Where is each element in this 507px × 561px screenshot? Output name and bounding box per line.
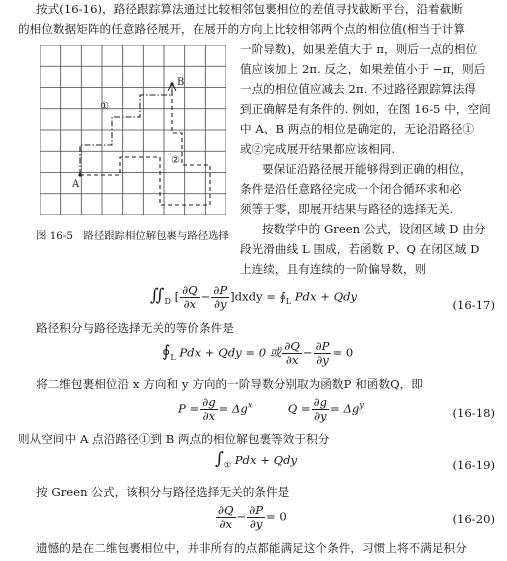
fraction-dq-dx: $\frac{\partial Q}{\partial x}$ [182,283,198,311]
equation-body: dxdy = ∮ [234,289,286,304]
domain-subscript: D [164,296,171,306]
text-line-10: 条件是沿任意路径完成一个闭合循环求和必 [240,182,462,196]
equation-number-16-19: (16-19) [452,458,495,472]
equation-number-16-20: (16-20) [452,512,495,526]
text-line-16: 将二维包裹相位沿 x 方向和 y 方向的一阶导数分别取为函数P 和函数Q，即 [36,377,423,391]
equation-16-18: P = $\frac{\partial g}{\partial x}$ = $\Delta g^x$ Q = $\frac{\partial g}{\partial y}$ = $\Delta g^y$ [178,395,364,423]
equation-number-16-17: (16-17) [452,298,495,312]
grid-figure [40,45,226,215]
equation-16-19: $\int_①$ Pdx + Qdy [215,449,298,470]
point-a-label: A [72,179,80,190]
path-1-label: ① [100,101,109,112]
text-line-4: 值应该加上 2π. 反之，如果差值小于 −π，则后 [240,62,486,76]
text-line-13: 段光滑曲线 L 围成，若函数 P、Q 在闭区域 D [240,242,480,256]
text-line-2: 的相位数据矩阵的任意路径展开，在展开的方向上比较相邻两个点的相位值(相当于计算 [18,22,466,36]
text-line-14: 上连续，且有连续的一阶偏导数，则 [240,262,427,276]
equation-16-20: $\frac{\partial Q}{\partial x}$ − $\frac{\partial P}{\partial y}$ = 0 [218,503,287,531]
point-b-marker [170,82,173,85]
point-b-label: B [177,77,185,88]
text-line-19: 遗憾的是在二维包裹相位中，并非所有的点都能满足这个条件，习惯上将不满足积分 [36,541,467,555]
point-a-marker [78,173,81,176]
text-line-18: 按 Green 公式，该积分与路径选择无关的条件是 [36,485,290,499]
text-line-7: 中 A、B 两点的相位是确定的，无论沿路径① [240,122,475,136]
figure-caption: 图 16-5 路径跟踪相位解包裹与路径选择 [36,230,229,242]
grid [40,45,226,215]
text-line-12: 按数学中的 Green 公式，设闭区域 D 由分 [262,222,486,236]
text-line-15: 路径积分与路径选择无关的等价条件是 [36,321,234,335]
text-line-9: 要保证沿路径展开能够得到正确的相位， [262,162,472,176]
equation-number-16-18: (16-18) [452,406,495,420]
text-line-8: 或②完成展开结果都应该相同. [240,142,396,156]
equation-16-17: $∬_D$ [ $\frac{\partial Q}{\partial x}$ − $\frac{\partial P}{\partial y}$ ]dxdy = $∮_L$ Pdx + Qdy [150,283,358,311]
text-line-11: 须等于零，即展开结果与路径的选择无关. [240,202,454,216]
fraction-dp-dy: $\frac{\partial P}{\partial y}$ [213,283,228,311]
text-line-5: 一点的相位值应减去 2π. 不过路径跟踪算法得 [240,82,476,96]
text-line-17: 则从空间中 A 点沿路径①到 B 两点的相位解包裹等效于积分 [18,432,330,446]
double-integral-symbol: ∬ [150,285,165,306]
equation-tail: Pdx + Qdy [294,289,358,304]
text-line-6: 到正确解是有条件的. 例如，在图 16-5 中，空间 [240,102,491,116]
text-line-3: 一阶导数)，如果差值大于 π，则后一点的相位 [240,42,478,56]
text-line-1: 按式(16-16)，路径跟踪算法通过比较相邻包裹相位的差值寻找截断平台，沿着截断 [36,2,464,16]
path-2-label: ② [171,155,180,166]
equation-equivalence: $∮_L$ Pdx + Qdy = 0 或 $\frac{\partial Q}{\partial x}$ − $\frac{\partial P}{\partial y}$ = 0 [162,339,354,367]
